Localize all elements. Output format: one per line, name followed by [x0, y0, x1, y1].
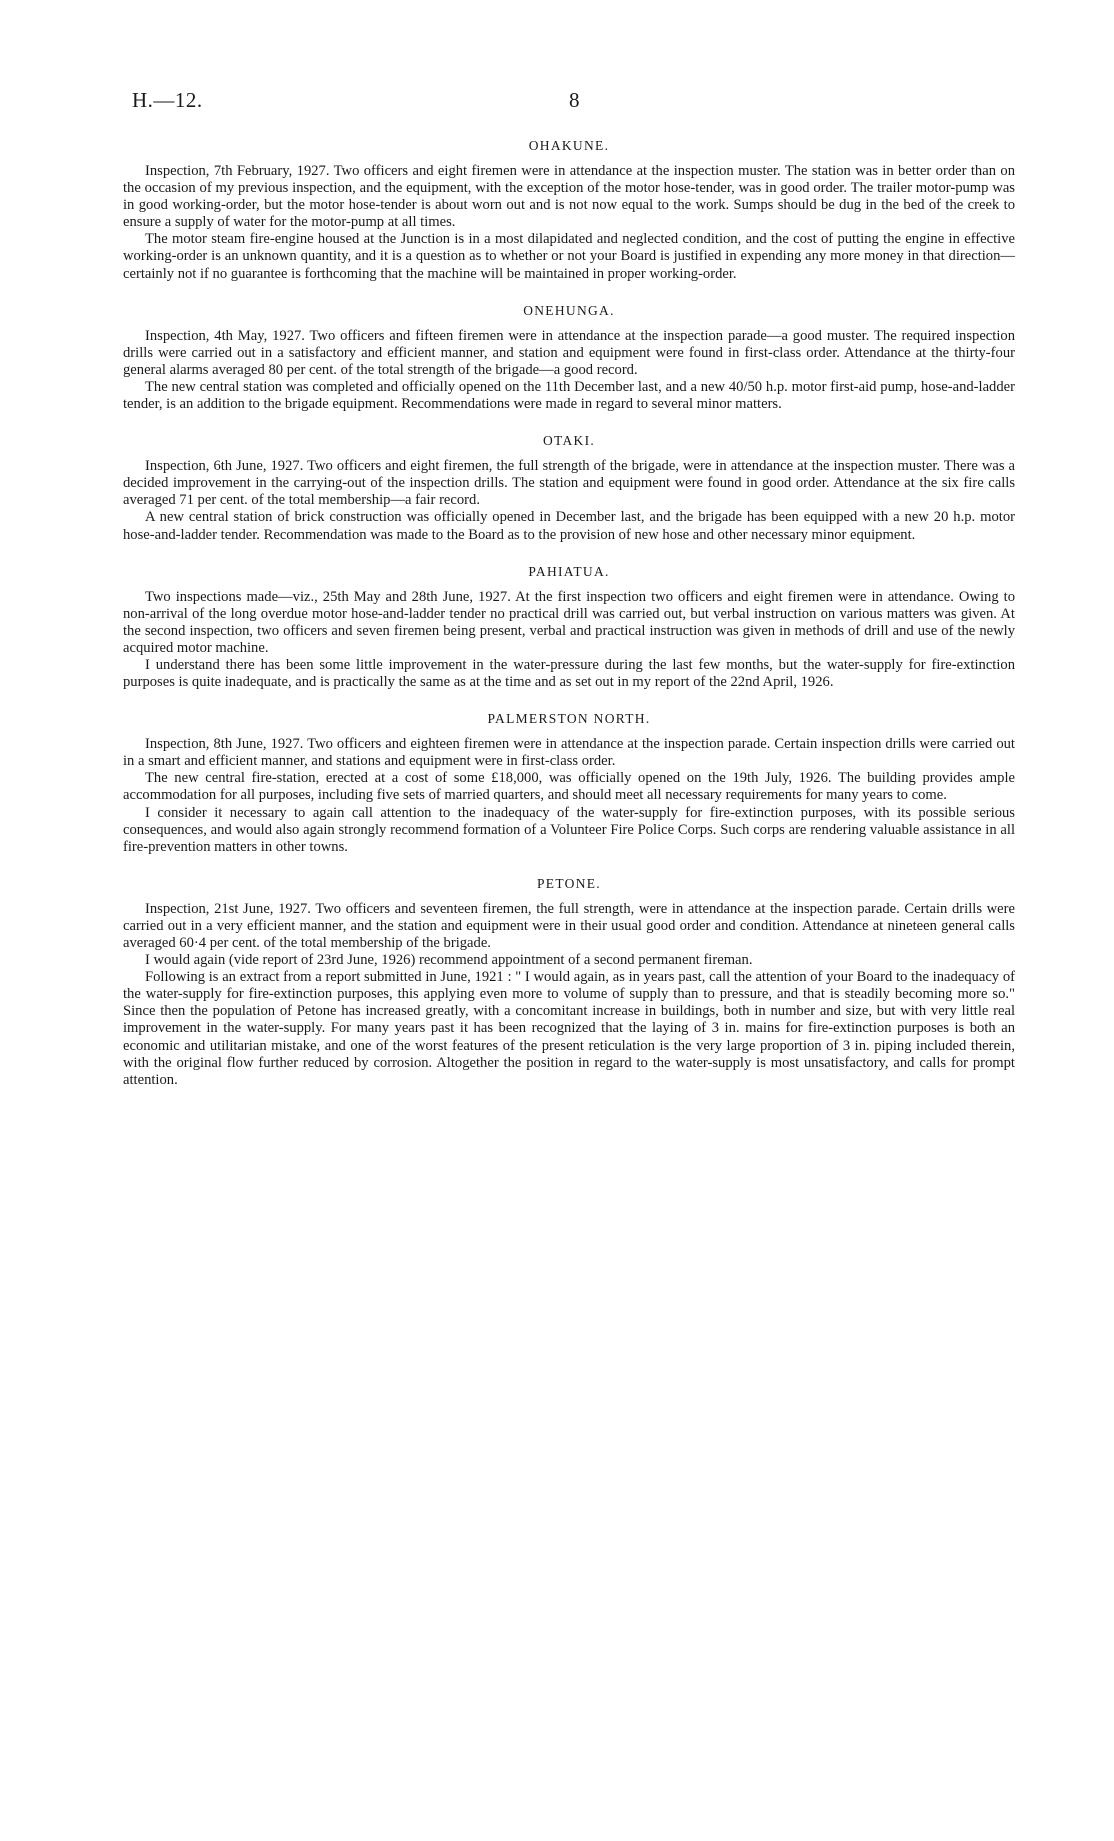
- paragraph: Inspection, 6th June, 1927. Two officers and eight firemen, the full strength of the brigade, were in attendance at the inspection muster. There was a decided improvement in the carrying-out of the inspection drills. The station and equipment were found in good order. Attendance at the six fire calls averaged 71 per cent. of the total membership—a fair record.: [123, 458, 1015, 509]
- paragraph: Two inspections made—viz., 25th May and 28th June, 1927. At the first inspection two officers and eight firemen were in attendance. Owing to non-arrival of the long overdue motor hose-and-ladder tender no practical drill was carried out, but verbal instruction on various matters was given. At the second inspection, two officers and seven firemen being present, verbal and practical instruction was given in methods of drill and use of the newly acquired motor machine.: [123, 588, 1015, 656]
- section-otaki: [123, 433, 1015, 543]
- page-header: [132, 88, 1032, 118]
- paragraph: Inspection, 8th June, 1927. Two officers and eighteen firemen were in attendance at the inspection parade. Certain inspection drills were carried out in a smart and efficient manner, and stations and equipment were in first-class order.: [123, 736, 1015, 770]
- section-heading: PETONE.: [537, 875, 601, 891]
- paragraph: I understand there has been some little improvement in the water-pressure during the last few months, but the water-supply for fire-extinction purposes is quite inadequate, and is practically the same as at the time and as set out in my report of the 22nd April, 1926.: [123, 656, 1015, 691]
- paragraph: Inspection, 4th May, 1927. Two officers and fifteen firemen were in attendance at the inspection parade—a good muster. The required inspection drills were carried out in a satisfactory and efficient manner, and station and equipment were found in first-class order. Attendance at the thirty-four general alarms averaged 80 per cent. of the total strength of the brigade—a good record.: [123, 327, 1015, 378]
- section-heading: ONEHUNGA.: [523, 302, 615, 318]
- parliamentary-paper-reference: H.—12.: [132, 88, 203, 112]
- paragraph: Inspection, 7th February, 1927. Two officers and eight firemen were in attendance at the inspection muster. The station was in better order than on the occasion of my previous inspection, and the equipment, with the exception of the motor hose-tender, was in good order. The trailer motor-pump was in good working-order, but the motor hose-tender is about worn out and is not now equal to the work. Sumps should be dug in the bed of the creek to ensure a supply of water for the motor-pump at all times.: [123, 163, 1015, 231]
- section-palmerston-north: [123, 711, 1015, 856]
- paragraph: The motor steam fire-engine housed at the Junction is in a most dilapidated and neglected condition, and the cost of putting the engine in effective working-order is an unknown quantity, and it is a question as to whether or not your Board is justified in expending any more money in that direction—certainly not if no guarantee is forthcoming that the machine will be maintained in proper working-order.: [123, 231, 1015, 282]
- paragraph: A new central station of brick construction was officially opened in December last, and the brigade has been equipped with a new 20 h.p. motor hose-and-ladder tender. Recommendation was made to the Board as to the provision of new hose and other necessary minor equipment.: [123, 509, 1015, 543]
- report-body: [123, 138, 1015, 1109]
- paragraph: Inspection, 21st June, 1927. Two officers and seventeen firemen, the full strength, were in attendance at the inspection parade. Certain drills were carried out in a very efficient manner, and the station and equipment were in their usual good order and condition. Attendance at nineteen general calls averaged 60·4 per cent. of the total membership of the brigade.: [123, 900, 1015, 951]
- paragraph: The new central fire-station, erected at a cost of some £18,000, was officially opened on the 19th July, 1926. The building provides ample accommodation for all purposes, including five sets of married quarters, and should meet all necessary requirements for many years to come.: [123, 770, 1015, 804]
- paragraph: Following is an extract from a report submitted in June, 1921 : " I would again, as in years past, call the attention of your Board to the inadequacy of the water-supply for fire-extinction purposes, this applying even more to volume of supply than to pressure, and that is steadily becoming more so." Since then the population of Petone has increased greatly, with a concomitant increase in buildings, both in number and size, but with very little real improvement in the water-supply. For many years past it has been recognized that the laying of 3 in. mains for fire-extinction purposes is both an economic and utilitarian mistake, and one of the worst features of the present reticulation is the very large proportion of 3 in. piping included therein, with the original flow further reduced by corrosion. Altogether the position in regard to the water-supply is most unsatisfactory, and calls for prompt attention.: [123, 969, 1015, 1088]
- page-number: 8: [569, 88, 580, 112]
- section-petone: [123, 876, 1015, 1089]
- section-heading: PALMERSTON NORTH.: [487, 711, 651, 727]
- section-ohakune: [123, 138, 1015, 283]
- paragraph: The new central station was completed and officially opened on the 11th December last, and a new 40/50 h.p. motor first-aid pump, hose-and-ladder tender, is an addition to the brigade equipment. Recommendations were made in regard to several minor matters.: [123, 378, 1015, 413]
- section-heading: OHAKUNE.: [528, 138, 610, 153]
- section-onehunga: [123, 303, 1015, 413]
- paragraph: I would again (vide report of 23rd June, 1926) recommend appointment of a second permanent fireman.: [145, 952, 753, 969]
- section-heading: PAHIATUA.: [528, 563, 610, 579]
- section-pahiatua: [123, 564, 1015, 692]
- paragraph: I consider it necessary to again call attention to the inadequacy of the water-supply for fire-extinction purposes, with its possible serious consequences, and would also again strongly recommend formation of a Volunteer Fire Police Corps. Such corps are rendering valuable assistance in all fire-prevention matters in other towns.: [123, 804, 1015, 855]
- section-heading: OTAKI.: [542, 433, 596, 449]
